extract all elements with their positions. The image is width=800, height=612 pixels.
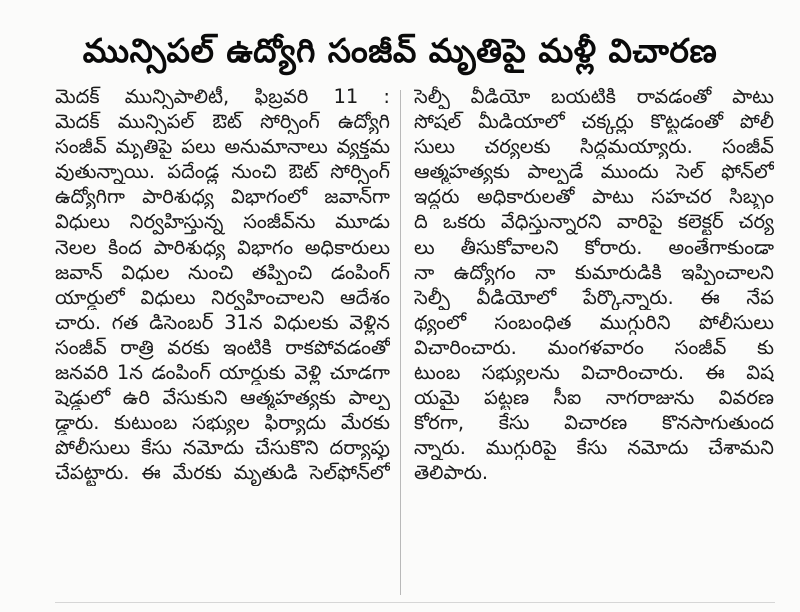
article-text-line: జనవరి 1న డంపింగ్ యార్డుకు వెళ్లి చూడగా: [55, 361, 390, 385]
article-text-line: న్నారు. ముగ్గురిపై కేసు నమోదు చేశామని: [414, 436, 774, 460]
article-text-line: చారు. గత డిసెంబర్ 31న విధులకు వెళ్లిన: [55, 310, 390, 334]
article-text-line: జవాన్ విధుల నుంచి తప్పించి డంపింగ్: [55, 260, 390, 284]
article-text-line: డ్డారు. కుటుంబ సభ్యుల ఫిర్యాదు మేరకు: [55, 411, 390, 435]
article-column-right: [414, 84, 774, 486]
article-text-line: ది ఒకరు వేధిస్తున్నారని వారిపై కలెక్టర్ చర్య: [414, 210, 774, 234]
article-text-line: పోలీసులు కేసు నమోదు చేసుకొని దర్యాప్తు: [55, 436, 390, 460]
article-text-line: సులు చర్యలకు సిద్ధమయ్యారు. సంజీవ్: [414, 135, 774, 159]
article-headline: మున్సిపల్ ఉద్యోగి సంజీవ్ మృతిపై మళ్లీ విచారణ: [82, 30, 718, 70]
article-text-line: విచారించారు. మంగళవారం సంజీవ్ కు: [414, 335, 774, 359]
article-text-line: చేపట్టారు. ఈ మేరకు మృతుడి సెల్‌ఫోన్‌లో: [55, 461, 390, 485]
article-text-line: సెల్ఫీ వీడియోలో పేర్కొన్నారు. ఈ నేప: [414, 285, 774, 309]
article-text-line: సంజీవ్ రాత్రి వరకు ఇంటికి రాకపోవడంతో: [55, 335, 390, 359]
article-text-line: లు తీసుకోవాలని కోరారు. అంతేగాకుండా: [414, 235, 774, 259]
article-text-line: యమై పట్టణ సీఐ నాగరాజును వివరణ: [414, 386, 774, 410]
article-text-line: వుతున్నాయి. పదేండ్ల నుంచి ఔట్ సోర్సింగ్: [55, 160, 390, 184]
article-text-line: మెదక్ మున్సిపాలిటీ, ఫిబ్రవరి 11 :: [55, 85, 390, 108]
article-text-line: యార్డులో విధులు నిర్వహించాలని ఆదేశం: [55, 285, 390, 309]
article-text-line: సంజీవ్ మృతిపై పలు అనుమానాలు వ్యక్తమ: [55, 135, 390, 159]
article-text-line: షెడ్డులో ఉరి వేసుకుని ఆత్మహత్యకు పాల్ప: [55, 386, 390, 410]
article-text-line: ఇద్దరు అధికారులతో పాటు సహచర సిబ్బం: [414, 185, 774, 209]
article-text-line: నెలల కింద పారిశుధ్య విభాగం అధికారులు: [55, 235, 390, 259]
article-text-line: ఉద్యోగిగా పారిశుధ్య విభాగంలో జవాన్‌గా: [55, 185, 390, 209]
article-text-line: సోషల్ మీడియాలో చక్కర్లు కొట్టడంతో పోలీ: [414, 110, 774, 134]
article-text-line: తెలిపారు.: [414, 461, 489, 485]
article-text-line: థ్యంలో సంబంధిత ముగ్గురిని పోలీసులు: [414, 310, 774, 334]
article-text-line: మెదక్ మున్సిపల్ ఔట్ సోర్సింగ్ ఉద్యోగి: [55, 110, 390, 134]
article-text-line: నా ఉద్యోగం నా కుమారుడికి ఇప్పించాలని: [414, 260, 774, 284]
bottom-rule: [55, 602, 775, 603]
article-column-left: [55, 84, 390, 486]
article-text-line: ఆత్మహత్యకు పాల్పడే ముందు సెల్ ఫోన్‌లో: [414, 160, 774, 184]
article-text-line: కోరగా, కేసు విచారణ కొనసాగుతుంద: [414, 411, 774, 435]
column-divider: [400, 90, 401, 595]
article-text-line: విధులు నిర్వహిస్తున్న సంజీవ్‌ను మూడు: [55, 210, 390, 234]
article-text-line: సెల్ఫీ వీడియో బయటికి రావడంతో పాటు: [414, 85, 774, 108]
article-text-line: టుంబ సభ్యులను విచారించారు. ఈ విష: [414, 361, 774, 385]
